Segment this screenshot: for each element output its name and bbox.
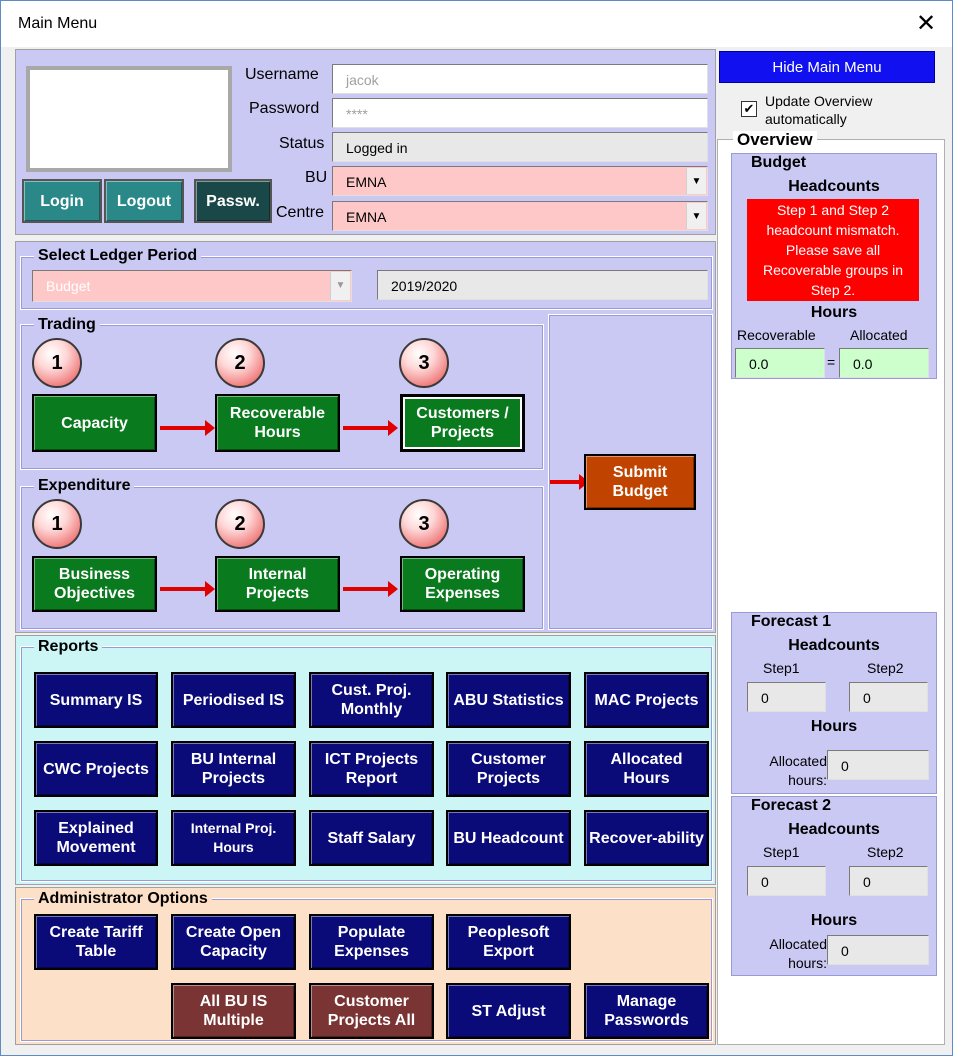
chevron-down-icon[interactable]: ▼ bbox=[330, 272, 350, 300]
admin-st-adjust-button[interactable]: ST Adjust bbox=[446, 983, 571, 1039]
centre-select-value: EMNA bbox=[346, 209, 387, 225]
allocated-label: Allocated bbox=[850, 327, 908, 343]
report-periodised-is-button[interactable]: Periodised IS bbox=[171, 672, 296, 728]
password-label: Password bbox=[249, 100, 320, 117]
username-input[interactable]: jacok bbox=[332, 64, 708, 94]
report-cwc-projects-button[interactable]: CWC Projects bbox=[34, 741, 158, 797]
headcount-mismatch-message: Step 1 and Step 2 headcount mismatch. Please save all Recoverable groups in Step 2. bbox=[747, 199, 919, 301]
forecast1-step1-label: Step1 bbox=[763, 660, 800, 676]
report-bu-headcount-button[interactable]: BU Headcount bbox=[446, 810, 571, 866]
logo-image-box bbox=[26, 66, 232, 172]
report-abu-statistics-button[interactable]: ABU Statistics bbox=[446, 672, 571, 728]
budget-allocated-hours-field: 0.0 bbox=[839, 348, 929, 378]
operating-expenses-button[interactable]: Operating Expenses bbox=[400, 556, 525, 612]
status-label: Status bbox=[279, 135, 325, 152]
report-summary-is-button[interactable]: Summary IS bbox=[34, 672, 158, 728]
close-icon[interactable]: ✕ bbox=[915, 10, 937, 37]
forecast2-step2-label: Step2 bbox=[867, 844, 904, 860]
ledger-period-value: 2019/2020 bbox=[377, 270, 708, 300]
budget-hours-label: Hours bbox=[810, 304, 858, 321]
forecast2-title: Forecast 2 bbox=[747, 797, 835, 815]
forecast1-step2-label: Step2 bbox=[867, 660, 904, 676]
admin-create-open-capacity-button[interactable]: Create Open Capacity bbox=[171, 914, 296, 970]
internal-projects-button[interactable]: Internal Projects bbox=[215, 556, 340, 612]
trading-step-1-badge: 1 bbox=[32, 338, 82, 388]
bu-label: BU bbox=[305, 169, 328, 186]
trading-step-2-badge: 2 bbox=[215, 338, 265, 388]
report-ict-projects-button[interactable]: ICT Projects Report bbox=[309, 741, 434, 797]
arrow-right-icon bbox=[550, 480, 580, 484]
report-allocated-hours-button[interactable]: Allocated Hours bbox=[584, 741, 709, 797]
budget-workflow-panel bbox=[15, 241, 716, 633]
admin-peoplesoft-export-button[interactable]: Peoplesoft Export bbox=[446, 914, 571, 970]
forecast2-allocated-label: Allocated hours: bbox=[769, 936, 827, 971]
equals-sign: = bbox=[827, 354, 836, 370]
trading-title: Trading bbox=[34, 316, 100, 334]
report-recoverability-button[interactable]: Recover-ability bbox=[584, 810, 709, 866]
forecast1-hours-label: Hours bbox=[810, 718, 858, 735]
admin-manage-passwords-button[interactable]: Manage Passwords bbox=[584, 983, 709, 1039]
report-staff-salary-button[interactable]: Staff Salary bbox=[309, 810, 434, 866]
title-bar bbox=[1, 1, 952, 47]
change-password-button[interactable]: Passw. bbox=[194, 179, 272, 223]
chevron-down-icon[interactable]: ▼ bbox=[686, 168, 706, 194]
centre-select[interactable] bbox=[332, 201, 708, 231]
recoverable-label: Recoverable bbox=[737, 327, 816, 343]
forecast1-step1-field: 0 bbox=[747, 682, 826, 712]
budget-overview-title: Budget bbox=[747, 154, 810, 172]
arrow-right-icon bbox=[160, 426, 206, 430]
customers-projects-button[interactable]: Customers / Projects bbox=[400, 394, 525, 452]
admin-panel bbox=[15, 887, 716, 1045]
business-objectives-button[interactable]: Business Objectives bbox=[32, 556, 157, 612]
report-internal-proj-hours-button[interactable]: Internal Proj. Hours bbox=[171, 810, 296, 866]
trading-step-3-badge: 3 bbox=[399, 338, 449, 388]
report-customer-projects-button[interactable]: Customer Projects bbox=[446, 741, 571, 797]
reports-title: Reports bbox=[34, 638, 102, 656]
admin-all-bu-is-multiple-button[interactable]: All BU IS Multiple bbox=[171, 983, 296, 1039]
expenditure-title: Expenditure bbox=[34, 477, 134, 495]
budget-headcounts-label: Headcounts bbox=[788, 178, 880, 195]
forecast2-headcounts-label: Headcounts bbox=[788, 821, 880, 838]
forecast1-title: Forecast 1 bbox=[747, 613, 835, 631]
forecast1-step2-field: 0 bbox=[849, 682, 928, 712]
arrow-right-icon bbox=[343, 587, 389, 591]
expenditure-step-3-badge: 3 bbox=[399, 499, 449, 549]
overview-title: Overview bbox=[733, 131, 817, 149]
report-explained-movement-button[interactable]: Explained Movement bbox=[34, 810, 158, 866]
forecast2-allocated-field: 0 bbox=[827, 935, 929, 965]
budget-recoverable-hours-field: 0.0 bbox=[735, 348, 825, 378]
forecast2-step2-field: 0 bbox=[849, 866, 928, 896]
report-mac-projects-button[interactable]: MAC Projects bbox=[584, 672, 709, 728]
ledger-period-title: Select Ledger Period bbox=[34, 247, 201, 265]
arrow-right-icon bbox=[343, 426, 389, 430]
forecast2-step1-field: 0 bbox=[747, 866, 826, 896]
login-panel bbox=[15, 49, 716, 235]
recoverable-hours-button[interactable]: Recoverable Hours bbox=[215, 394, 340, 452]
sidebar bbox=[717, 49, 945, 1045]
chevron-down-icon[interactable]: ▼ bbox=[686, 203, 706, 229]
forecast1-allocated-label: Allocated hours: bbox=[769, 753, 827, 788]
forecast2-step1-label: Step1 bbox=[763, 844, 800, 860]
report-bu-internal-projects-button[interactable]: BU Internal Projects bbox=[171, 741, 296, 797]
arrow-right-icon bbox=[160, 587, 206, 591]
ledger-period-type-value: Budget bbox=[46, 278, 91, 294]
hide-main-menu-button[interactable]: Hide Main Menu bbox=[719, 51, 935, 83]
bu-select[interactable] bbox=[332, 166, 708, 196]
forecast2-hours-label: Hours bbox=[810, 912, 858, 929]
logout-button[interactable]: Logout bbox=[104, 179, 184, 223]
reports-panel bbox=[15, 635, 716, 885]
forecast1-allocated-field: 0 bbox=[827, 750, 929, 780]
login-button[interactable]: Login bbox=[22, 179, 102, 223]
status-field: Logged in bbox=[332, 132, 708, 162]
submit-budget-button[interactable]: Submit Budget bbox=[584, 454, 696, 510]
password-input[interactable]: **** bbox=[332, 98, 708, 128]
expenditure-step-2-badge: 2 bbox=[215, 499, 265, 549]
bu-select-value: EMNA bbox=[346, 174, 387, 190]
update-overview-label: Update Overview automatically bbox=[765, 93, 873, 127]
expenditure-step-1-badge: 1 bbox=[32, 499, 82, 549]
checkmark-icon: ✔ bbox=[743, 101, 755, 116]
report-cust-proj-monthly-button[interactable]: Cust. Proj. Monthly bbox=[309, 672, 434, 728]
admin-customer-projects-all-button[interactable]: Customer Projects All bbox=[309, 983, 434, 1039]
capacity-button[interactable]: Capacity bbox=[32, 394, 157, 452]
centre-label: Centre bbox=[276, 204, 325, 221]
ledger-period-type-select[interactable] bbox=[32, 270, 352, 302]
window-title: Main Menu bbox=[18, 15, 98, 32]
forecast1-headcounts-label: Headcounts bbox=[788, 637, 880, 654]
update-overview-checkbox[interactable] bbox=[741, 101, 757, 117]
admin-title: Administrator Options bbox=[34, 890, 212, 908]
admin-populate-expenses-button[interactable]: Populate Expenses bbox=[309, 914, 434, 970]
admin-create-tariff-table-button[interactable]: Create Tariff Table bbox=[34, 914, 158, 970]
username-label: Username bbox=[245, 66, 319, 83]
